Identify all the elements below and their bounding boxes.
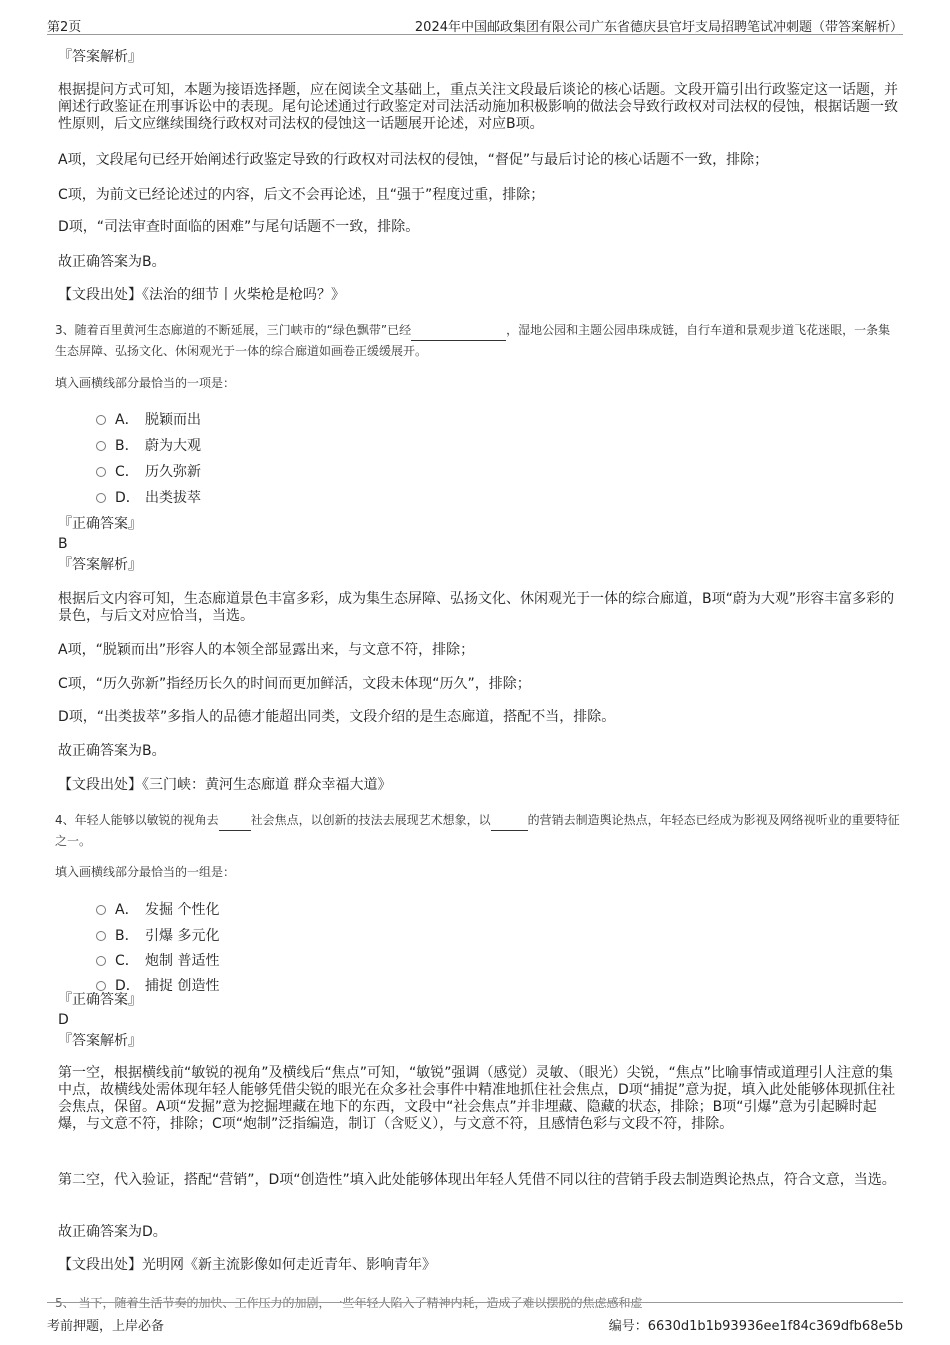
q4-analysis-para: 第二空，代入验证，搭配“营销”，D项“创造性”填入此处能够体现出年轻人凭借不同以往的营销手段去制造舆论热点，符合文意，当选。	[58, 1172, 896, 1188]
q4-blank-1	[219, 810, 251, 831]
q3-analysis-para: D项，“出类拔萃”多指人的品德才能超出同类，文段介绍的是生态廊道，搭配不当，排除。	[58, 709, 616, 725]
q2-source: 【文段出处】《法治的细节丨火柴枪是枪吗？》	[58, 287, 345, 303]
radio-icon[interactable]	[96, 905, 106, 915]
q4-option-c[interactable]: C． 炮制 普适性	[96, 953, 219, 970]
document-code: 编号：6630d1b1b93936ee1f84c369dfb68e5b	[608, 1319, 903, 1334]
q3-analysis-label: 『答案解析』	[58, 557, 142, 573]
q3-analysis-para: 根据后文内容可知，生态廊道景色丰富多彩，成为集生态屏障、弘扬文化、休闲观光于一体的综合廊道，B项“蔚为大观”形容丰富多彩的景色，与后文对应恰当，当选。	[58, 591, 895, 624]
q4-correct-label: 『正确答案』	[58, 992, 142, 1008]
q2-analysis-para: C项，为前文已经论述过的内容，后文不会再论述，且“强于”程度过重，排除；	[58, 187, 545, 203]
radio-icon[interactable]	[96, 441, 106, 451]
footer-slogan: 考前押题，上岸必备	[47, 1319, 165, 1334]
q3-option-b[interactable]: B． 蔚为大观	[96, 438, 201, 455]
q3-answer-line: 故正确答案为B。	[58, 743, 166, 759]
page-number: 第2页	[47, 20, 82, 35]
q3-correct-label: 『正确答案』	[58, 516, 142, 532]
q2-answer-line: 故正确答案为B。	[58, 254, 166, 270]
q5-stem-partial: 5、 当下，随着生活节奏的加快、工作压力的加剧，一些年轻人陷入了精神内耗，造成了难以摆脱的焦虑感和虚	[55, 1296, 643, 1310]
radio-icon[interactable]	[96, 415, 106, 425]
q2-analysis-para: 根据提问方式可知，本题为接语选择题，应在阅读全文基础上，重点关注文段最后谈论的核心话题。文段开篇引出行政鉴定这一话题，并阐述行政鉴证在刑事诉讼中的表现。尾句论述通过行政鉴定对司法活动施加积极影响的做法会导致行政权对司法权的侵蚀，根据话题一致性原则，后文应继续围绕行政权对司法权的侵蚀这一话题展开论述，对应B项。	[58, 82, 898, 132]
q4-stem-middle: 社会焦点，以创新的技法去展现艺术想象，以	[250, 813, 491, 827]
radio-icon[interactable]	[96, 956, 106, 966]
q3-option-c[interactable]: C． 历久弥新	[96, 464, 201, 481]
q4-stem-start: 4、年轻人能够以敏锐的视角去	[55, 813, 219, 827]
q4-prompt: 填入画横线部分最恰当的一组是：	[55, 865, 236, 879]
q2-analysis-label: 『答案解析』	[58, 49, 142, 65]
q3-blank	[411, 320, 506, 341]
q2-analysis-para: D项，“司法审查时面临的困难”与尾句话题不一致，排除。	[58, 219, 420, 235]
q4-option-d[interactable]: D． 捕捉 创造性	[96, 978, 219, 995]
q3-analysis-para: A项，“脱颖而出”形容人的本领全部显露出来，与文意不符，排除；	[58, 642, 475, 658]
q3-stem-end: ，湿地公园和主题公园串珠成链，自行车道和景观步道飞花迷眼，一条集生态屏障、弘扬文化、休闲观光于一体的综合廊道如画卷正缓缓展开。	[55, 323, 891, 358]
q3-answer: B	[58, 536, 68, 552]
radio-icon[interactable]	[96, 493, 106, 503]
q4-stem-end: 的营销去制造舆论热点，年轻态已经成为影视及网络视听业的重要特征之一。	[55, 813, 900, 848]
q3-source: 【文段出处】《三门峡：黄河生态廊道 群众幸福大道》	[58, 777, 392, 793]
radio-icon[interactable]	[96, 981, 106, 991]
q4-blank-2	[491, 810, 528, 831]
q4-stem	[55, 810, 900, 851]
document-title: 2024年中国邮政集团有限公司广东省德庆县官圩支局招聘笔试冲刺题（带答案解析）	[414, 20, 903, 35]
radio-icon[interactable]	[96, 931, 106, 941]
q3-analysis-para: C项，“历久弥新”指经历长久的时间而更加鲜活，文段未体现“历久”，排除；	[58, 676, 531, 692]
q3-option-d[interactable]: D． 出类拔萃	[96, 490, 201, 507]
page-footer	[47, 1302, 903, 1334]
q3-option-a[interactable]: A． 脱颖而出	[96, 412, 201, 429]
q3-stem-start: 3、随着百里黄河生态廊道的不断延展，三门峡市的“绿色飘带”已经	[55, 323, 412, 337]
q4-answer: D	[58, 1012, 69, 1028]
q4-analysis-label: 『答案解析』	[58, 1033, 142, 1049]
q4-option-b[interactable]: B． 引爆 多元化	[96, 928, 219, 945]
q3-prompt: 填入画横线部分最恰当的一项是：	[55, 376, 236, 390]
q4-analysis-para: 第一空，根据横线前“敏锐的视角”及横线后“焦点”可知，“敏锐”强调（感觉）灵敏、（眼光）尖锐，“焦点”比喻事情或道理引人注意的集中点，故横线处需体现年轻人能够凭借尖锐的眼光在众多社会事件中精准地抓住社会焦点，D项“捕捉”意为捉，填入此处能够体现抓住社会焦点，保留。A项“发掘”意为挖掘埋藏在地下的东西，文段中“社会焦点”并非埋藏、隐藏的状态，排除；B项“引爆”意为引起瞬时起爆，与文意不符，排除；C项“炮制”泛指编造，制订（含贬义），与文意不符，且感情色彩与文段不符，排除。	[58, 1065, 896, 1132]
q4-option-a[interactable]: A． 发掘 个性化	[96, 902, 219, 919]
q3-stem	[55, 320, 900, 361]
radio-icon[interactable]	[96, 467, 106, 477]
q4-answer-line: 故正确答案为D。	[58, 1224, 167, 1240]
q4-source: 【文段出处】光明网《新主流影像如何走近青年、影响青年》	[58, 1257, 436, 1273]
q2-analysis-para: A项，文段尾句已经开始阐述行政鉴定导致的行政权对司法权的侵蚀，“督促”与最后讨论的核心话题不一致，排除；	[58, 152, 769, 168]
